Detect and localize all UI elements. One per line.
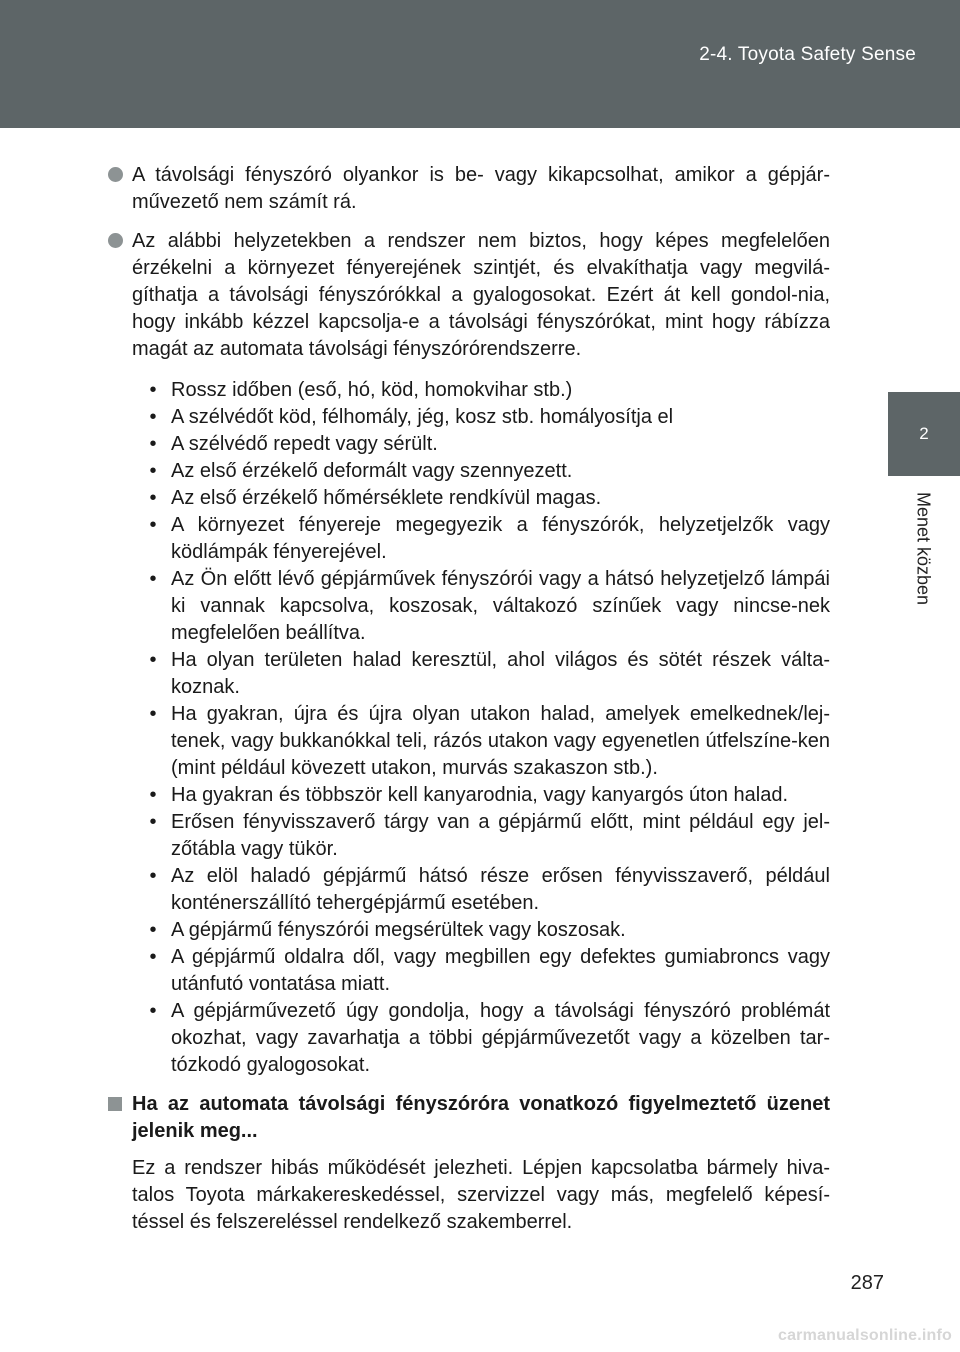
paragraph xyxy=(108,162,830,216)
bullet-marker: • xyxy=(149,946,157,968)
bullet-marker: • xyxy=(149,811,157,833)
bullet-marker: • xyxy=(149,784,157,806)
list-item-text: Ha gyakran, újra és újra olyan utakon halad, amelyek emelkednek/lej-tenek, vagy bukkanókkal teli, rázós utakon vagy egyenetlen útfelszíne-ken (mint például kövezett utakon, murvás szakaszon stb.). xyxy=(171,703,830,779)
list-item-text: A gépjárművezető úgy gondolja, hogy a távolsági fényszóró problémát okozhat, vagy zavarhatja a többi gépjárművezetőt vagy a közelben tar-tózkodó gyalogosokat. xyxy=(171,1000,830,1076)
bullet-marker: • xyxy=(149,568,157,590)
list-item-text: Ha olyan területen halad keresztül, ahol világos és sötét részek válta-koznak. xyxy=(171,649,830,698)
list-item xyxy=(146,431,830,458)
list-item xyxy=(146,404,830,431)
list-item xyxy=(146,998,830,1079)
list-item-text: Az Ön előtt lévő gépjárművek fényszórói vagy a hátsó helyzetjelző lámpái ki vannak kapcsolva, koszosak, váltakozó színűek vagy nincse-nek megfelelően beállítva. xyxy=(171,568,830,644)
list-item-text: Az első érzékelő hőmérséklete rendkívül magas. xyxy=(171,487,602,509)
bullet-marker: • xyxy=(149,649,157,671)
list-item-text: A környezet fényereje megegyezik a fényszórók, helyzetjelzők vagy ködlámpák fényerejével. xyxy=(171,514,830,563)
list-item xyxy=(146,809,830,863)
section-title: 2-4. Toyota Safety Sense xyxy=(699,44,916,65)
page-content xyxy=(108,162,830,1236)
bullet-marker: • xyxy=(149,406,157,428)
watermark: carmanualsonline.info xyxy=(777,1327,952,1344)
list-item-text: A szélvédő repedt vagy sérült. xyxy=(171,433,438,455)
chapter-tab xyxy=(888,392,960,476)
bullet-marker: • xyxy=(149,487,157,509)
list-item-text: A szélvédőt köd, félhomály, jég, kosz stb. homályosítja el xyxy=(171,406,674,428)
list-item xyxy=(146,647,830,701)
list-item-text: A gépjármű oldalra dől, vagy megbillen egy defektes gumiabroncs vagy utánfutó vontatása miatt. xyxy=(171,946,830,995)
section-body: Ez a rendszer hibás működését jelezheti. Lépjen kapcsolatba bármely hiva-talos Toyota márkakereskedéssel, szervizzel vagy más, megfelelő képesí-téssel és felszereléssel rendelkező szakemberrel. xyxy=(132,1157,830,1233)
paragraph xyxy=(108,228,830,363)
section-heading-text: Ha az automata távolsági fényszóróra vonatkozó figyelmeztető üzenet jelenik meg... xyxy=(132,1093,830,1142)
list-item-text: Az elöl haladó gépjármű hátsó része erősen fényvisszaverő, például konténerszállító tehergépjármű esetében. xyxy=(171,865,830,914)
bullet-marker: • xyxy=(149,514,157,536)
bullet-marker: • xyxy=(149,703,157,725)
list-item xyxy=(146,485,830,512)
page-number: 287 xyxy=(850,1272,884,1294)
bullet-marker: • xyxy=(149,433,157,455)
square-bullet-icon xyxy=(108,1097,122,1111)
list-item xyxy=(146,458,830,485)
paragraph-text: Az alábbi helyzetekben a rendszer nem biztos, hogy képes megfelelően érzékelni a környezet fényerejének szintjét, és elvakíthatja vagy megvilá-gíthatja a távolsági fényszórókkal a gyalogosokat. Ezért át kell gondol-nia, hogy inkább kézzel kapcsolja-e a távolsági fényszórókat, mint hogy rábízza magát az automata távolsági fényszórórendszerre. xyxy=(132,230,830,360)
round-bullet-icon xyxy=(108,167,123,182)
list-item-text: Az első érzékelő deformált vagy szennyezett. xyxy=(171,460,573,482)
round-bullet-icon xyxy=(108,233,123,248)
list-item xyxy=(146,917,830,944)
list-item xyxy=(146,377,830,404)
chapter-label-text: Menet közben xyxy=(913,492,934,606)
list-item-text: Erősen fényvisszaverő tárgy van a gépjármű előtt, mint például egy jel-zőtábla vagy tükör. xyxy=(171,811,830,860)
list-item xyxy=(146,863,830,917)
conditions-list xyxy=(108,377,830,1079)
chapter-label xyxy=(908,492,938,632)
list-item xyxy=(146,566,830,647)
bullet-marker: • xyxy=(149,379,157,401)
bullet-marker: • xyxy=(149,919,157,941)
list-item-text: Ha gyakran és többször kell kanyarodnia, vagy kanyargós úton halad. xyxy=(171,784,789,806)
paragraph-text: A távolsági fényszóró olyankor is be- vagy kikapcsolhat, amikor a gépjár-művezető nem számít rá. xyxy=(132,164,830,213)
list-item xyxy=(146,512,830,566)
section-heading xyxy=(108,1091,830,1145)
header-band xyxy=(0,0,960,128)
bullet-marker: • xyxy=(149,460,157,482)
list-item xyxy=(146,944,830,998)
list-item xyxy=(146,701,830,782)
bullet-marker: • xyxy=(149,865,157,887)
chapter-number: 2 xyxy=(919,424,929,443)
list-item-text: A gépjármű fényszórói megsérültek vagy koszosak. xyxy=(171,919,626,941)
list-item xyxy=(146,782,830,809)
list-item-text: Rossz időben (eső, hó, köd, homokvihar stb.) xyxy=(171,379,573,401)
bullet-marker: • xyxy=(149,1000,157,1022)
